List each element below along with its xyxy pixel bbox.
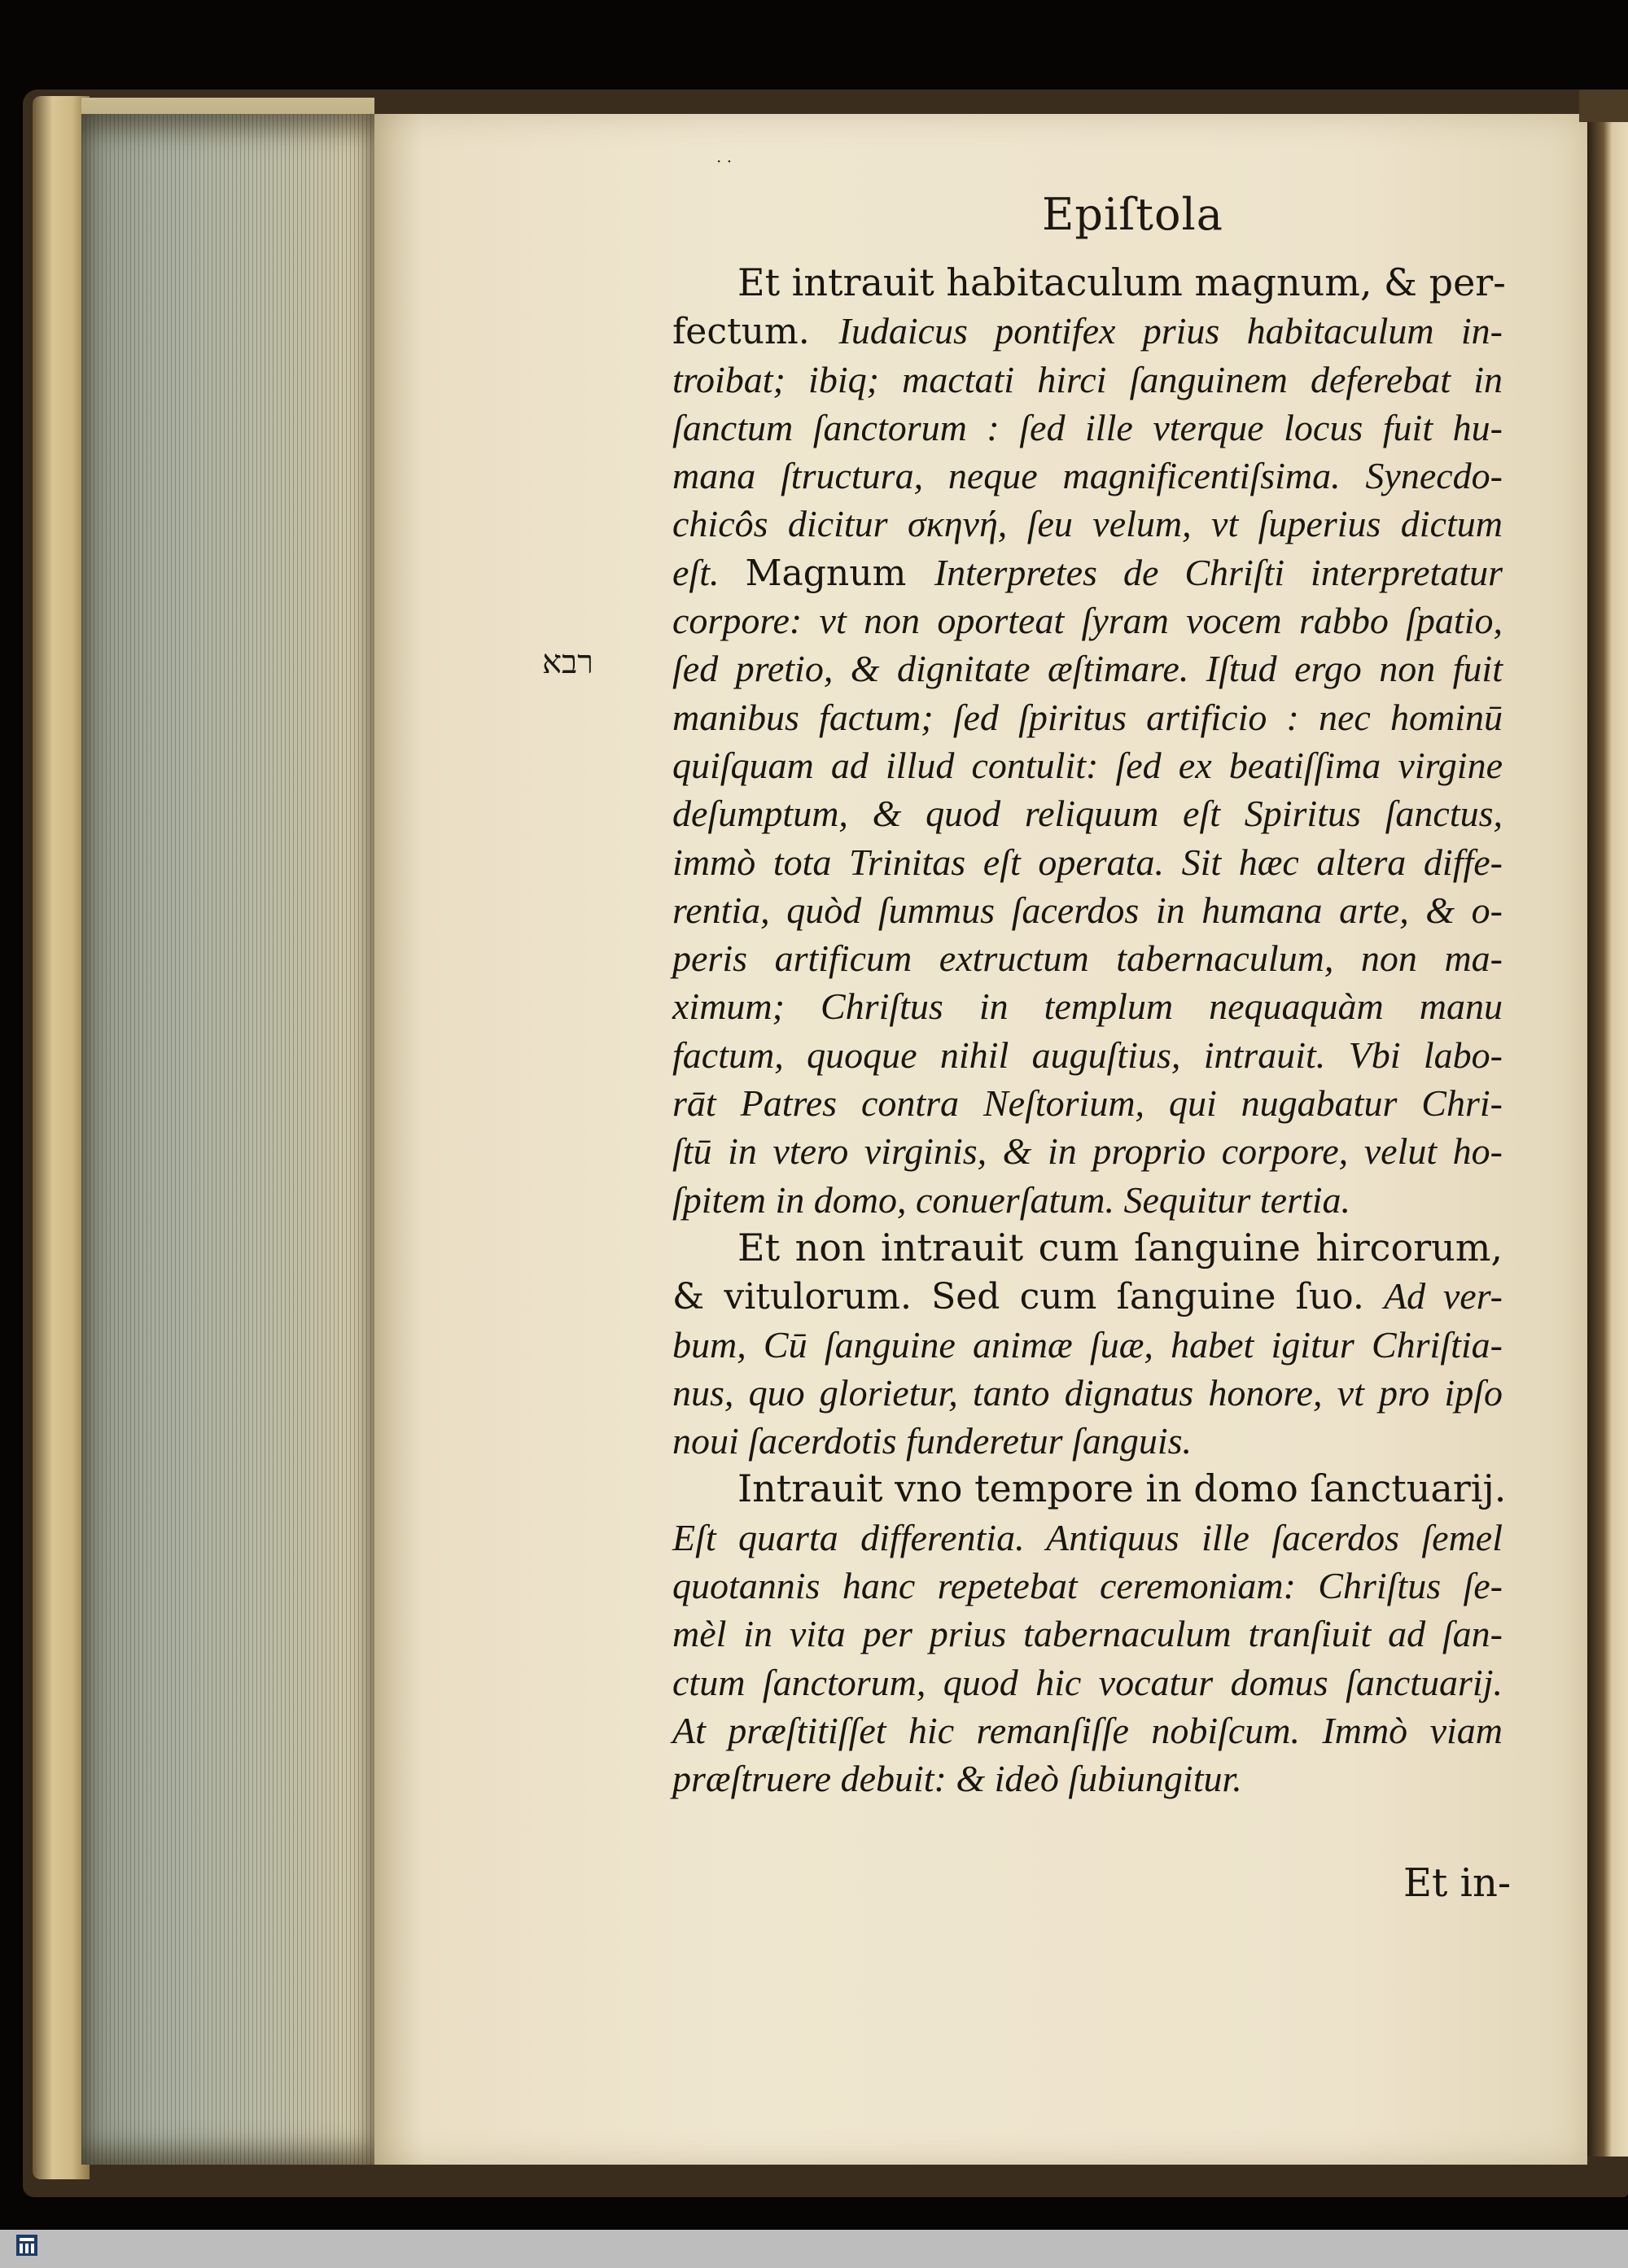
text-line: ximum; Chriſtus in templum nequaquàm manu xyxy=(672,985,1503,1028)
text-line: ſtū in vtero virginis, & in proprio corpore, velut ho- xyxy=(672,1130,1503,1173)
text-line: mèl in vita per prius tabernaculum tranſiuit ad ſan- xyxy=(672,1613,1503,1655)
text-line: quotannis hanc repetebat ceremoniam: Chriſtus ſe- xyxy=(672,1565,1503,1607)
page-gutter xyxy=(1587,122,1628,2157)
text-line: immò tota Trinitas eſt operata. Sit hæc altera diffe- xyxy=(672,841,1503,883)
text-line: quiſquam ad illud contulit: ſed ex beatiſſima virgine xyxy=(672,744,1503,786)
text-line: præſtruere debuit: & ideò ſubiungitur. xyxy=(672,1758,1242,1800)
text-line-roman: & vitulorum. Sed cum ſanguine ſuo. xyxy=(672,1276,1385,1318)
text-line: ſanctum ſanctorum : ſed ille vterque locus fuit hu- xyxy=(672,406,1503,448)
text-line-italic: Iudaicus pontifex prius habitaculum in- xyxy=(838,310,1503,352)
text-line: manibus factum; ſed ſpiritus artificio : nec hominū xyxy=(672,696,1503,738)
page-edges xyxy=(81,114,374,2165)
text-line: rentia, quòd ſummus ſacerdos in humana arte, & o- xyxy=(672,889,1503,931)
text-line xyxy=(672,548,1503,596)
binding-right xyxy=(1579,90,1628,122)
text-line xyxy=(672,307,1503,355)
text-line: chicôs dicitur σκηνή, ſeu velum, vt ſuperius dictum xyxy=(672,503,1503,545)
ornament-mark: · · xyxy=(716,151,733,171)
text-line-roman: fectum. xyxy=(672,311,839,353)
text-line: Et intrauit habitaculum magnum, & per- xyxy=(737,260,1506,304)
text-line-roman: Magnum xyxy=(745,552,934,594)
text-line: factum, quoque nihil auguſtius, intrauit. Vbi labo- xyxy=(672,1033,1503,1076)
text-line-italic: Ad ver- xyxy=(1384,1275,1503,1318)
text-line: corpore: vt non oporteat ſyram vocem rabbo ſpatio, xyxy=(672,600,1503,642)
text-line-italic: Interpretes de Chriſti interpretatur xyxy=(934,551,1503,593)
margin-note: רבא xyxy=(542,644,593,681)
text-line: mana ſtructura, neque magnificentiſsima. Synecdo- xyxy=(672,455,1503,497)
text-line: Intrauit vno tempore in domo ſanctuarij. xyxy=(737,1466,1507,1511)
text-line: Et non intrauit cum ſanguine hircorum, xyxy=(737,1225,1503,1269)
running-head: Epiſtola xyxy=(1042,189,1223,240)
viewer-footer-bar xyxy=(0,2230,1628,2268)
text-line: ctum ſanctorum, quod hic vocatur domus ſanctuarij. xyxy=(672,1661,1503,1703)
library-logo-icon xyxy=(15,2233,39,2264)
text-line: nus, quo glorietur, tanto dignatus honore, vt pro ipſo xyxy=(672,1371,1503,1414)
body-text xyxy=(672,259,1507,1803)
text-line: deſumptum, & quod reliquum eſt Spiritus ſanctus, xyxy=(672,793,1503,835)
text-line: rāt Patres contra Neſtorium, qui nugabatur Chri- xyxy=(672,1082,1503,1125)
text-line xyxy=(672,1272,1503,1320)
text-line: noui ſacerdotis funderetur ſanguis. xyxy=(672,1420,1193,1462)
text-line: bum, Cū ſanguine animæ ſuæ, habet igitur Chriſtia- xyxy=(672,1323,1503,1366)
text-line: ſed pretio, & dignitate æſtimare. Iſtud ergo non fuit xyxy=(672,648,1503,690)
text-line: ſpitem in domo, conuerſatum. Sequitur tertia. xyxy=(672,1178,1351,1221)
catchword: Et in- xyxy=(1403,1860,1512,1906)
text-line: troibat; ibiq; mactati hirci ſanguinem deferebat in xyxy=(672,358,1503,400)
text-line: At præſtitiſſet hic remanſiſſe nobiſcum. Immò viam xyxy=(672,1709,1503,1751)
text-line: Eſt quarta differentia. Antiquus ille ſacerdos ſemel xyxy=(672,1516,1503,1558)
text-line-italic-pre: eſt. xyxy=(672,551,746,593)
text-line: peris artificum extructum tabernaculum, non ma- xyxy=(672,937,1503,980)
